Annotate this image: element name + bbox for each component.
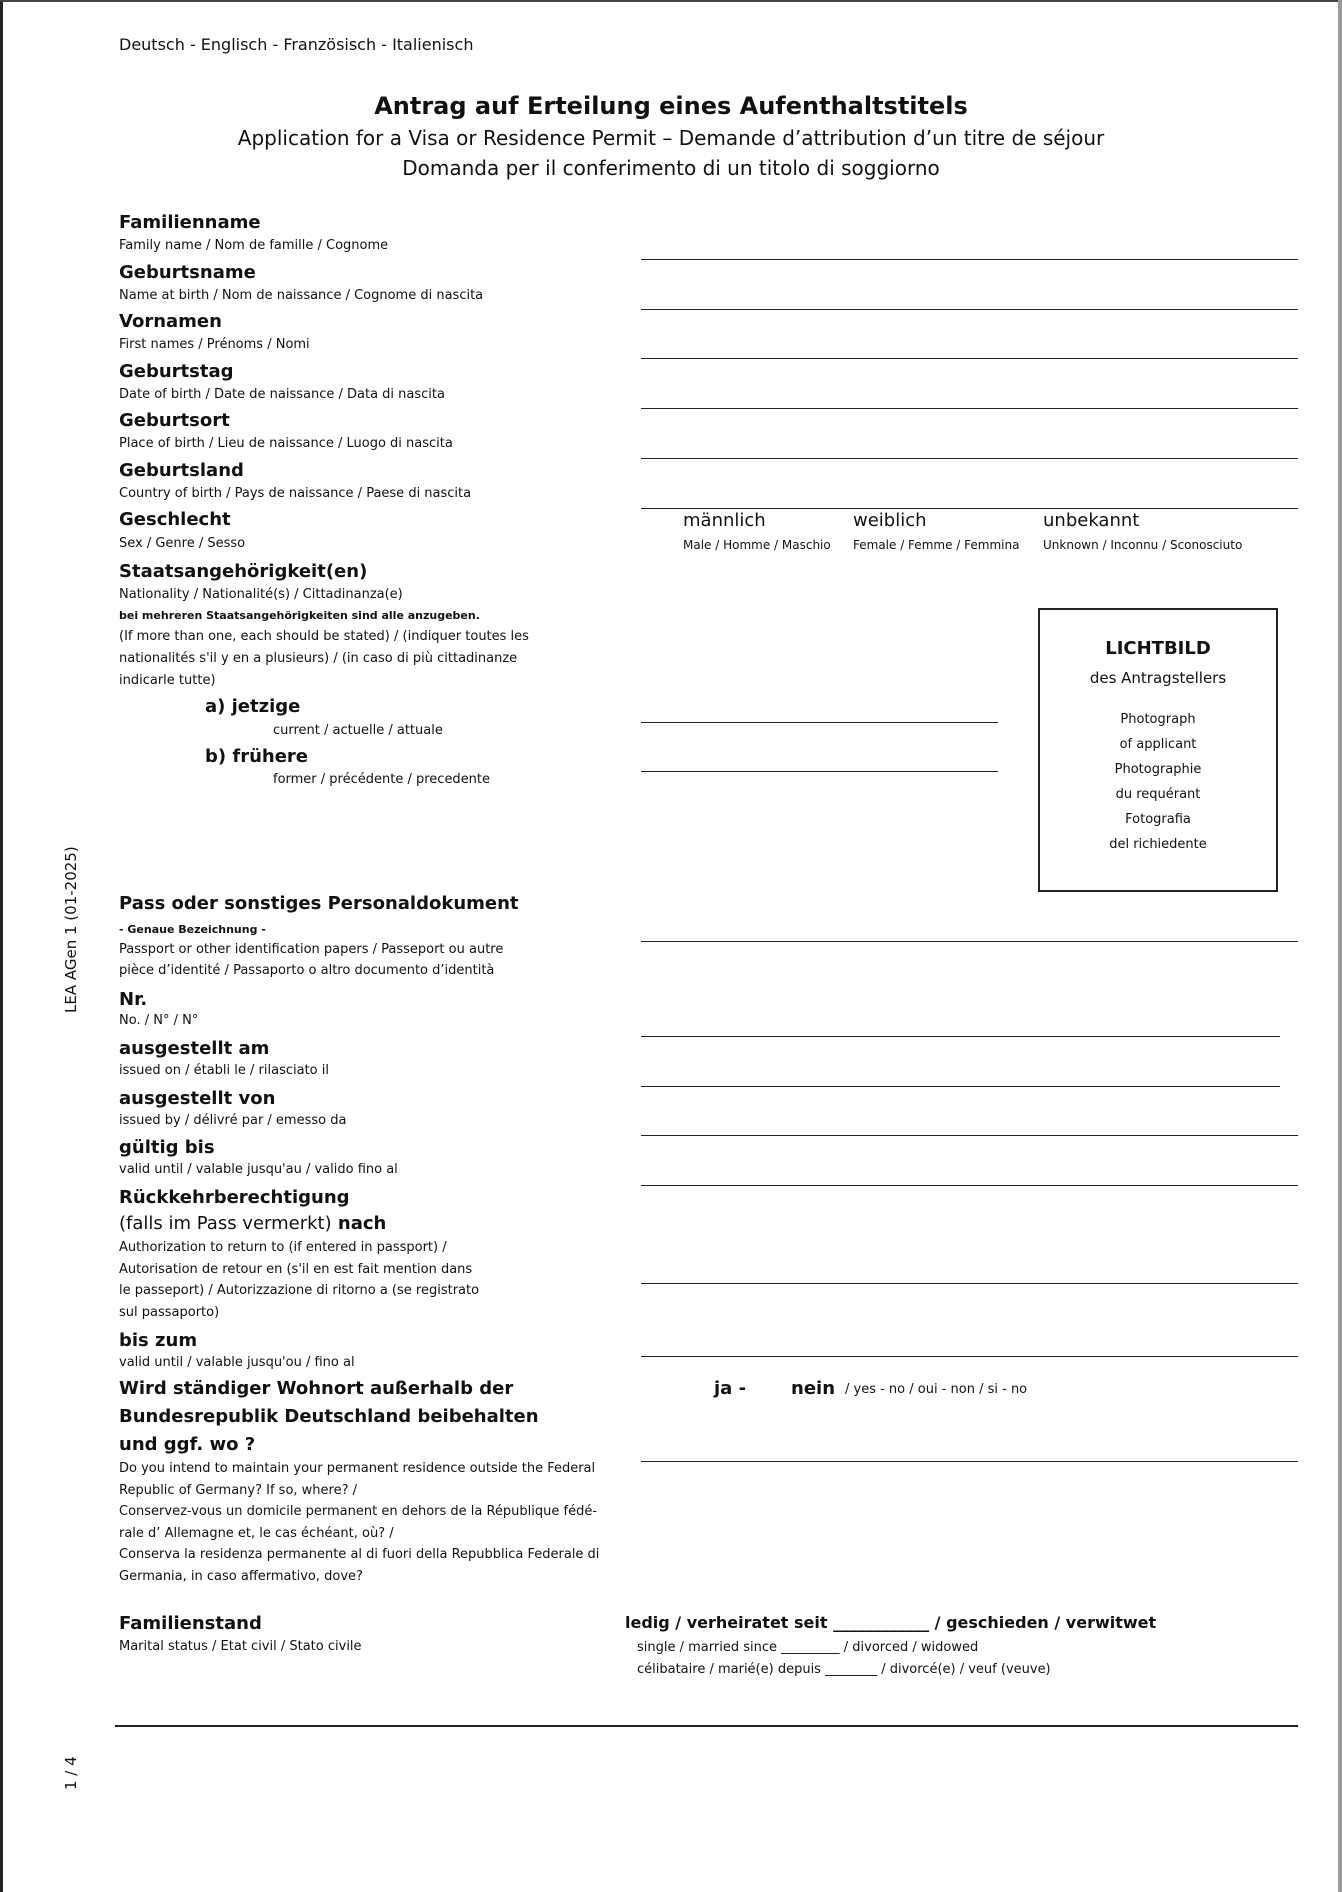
nationality-current-translation: current / actuelle / attuale: [273, 723, 443, 738]
geburtsname-translation: Name at birth / Nom de naissance / Cognome di nascita: [119, 288, 484, 303]
geburtsname-field[interactable]: [641, 309, 1298, 310]
form-subtitle-1: Application for a Visa or Residence Permit – Demande d’attribution d’un titre de séjour: [237, 126, 1105, 150]
issued-on-field[interactable]: [641, 1086, 1280, 1087]
nationality-former-field[interactable]: [641, 771, 998, 772]
geburtsland-label: Geburtsland: [119, 460, 244, 481]
residence-translation-2: Republic of Germany? If so, where? /: [119, 1483, 358, 1498]
residence-translation-5: Conserva la residenza permanente al di fuori della Repubblica Federale di: [119, 1547, 600, 1562]
photo-line-6: del richiedente: [1109, 837, 1207, 852]
marital-status-translation: Marital status / Etat civil / Stato civile: [119, 1639, 362, 1654]
staatsangehoerigkeit-label: Staatsangehörigkeit(en): [119, 561, 368, 582]
residence-translation-3: Conservez-vous un domicile permanent en dehors de la République fédé-: [119, 1504, 598, 1519]
issued-by-field[interactable]: [641, 1135, 1298, 1136]
residence-label-2: Bundesrepublik Deutschland beibehalten: [119, 1406, 539, 1427]
sex-option-unknown[interactable]: unbekannt: [1043, 510, 1140, 531]
geburtstag-field[interactable]: [641, 408, 1298, 409]
issued-on-translation: issued on / établi le / rilasciato il: [119, 1063, 329, 1078]
viewer-scrollbar[interactable]: [1338, 0, 1342, 1892]
return-auth-condition: (falls im Pass vermerkt): [119, 1213, 332, 1234]
page-number: 1 / 4: [62, 1756, 80, 1790]
geschlecht-label: Geschlecht: [119, 509, 231, 530]
issued-on-label: ausgestellt am: [119, 1038, 270, 1059]
geburtsname-label: Geburtsname: [119, 262, 256, 283]
residence-translation-4: rale d’ Allemagne et, le cas échéant, où? /: [119, 1526, 394, 1541]
return-auth-label-line-2: [119, 1213, 386, 1234]
bis-zum-label: bis zum: [119, 1330, 198, 1351]
geburtsland-field[interactable]: [641, 508, 1298, 509]
staatsangehoerigkeit-note-3: indicarle tutte): [119, 673, 216, 688]
photo-title: LICHTBILD: [1105, 638, 1211, 659]
nr-translation: No. / N° / N°: [119, 1013, 199, 1028]
nr-label: Nr.: [119, 989, 148, 1010]
form-title: Antrag auf Erteilung eines Aufenthaltstitels: [374, 92, 968, 120]
valid-until-translation: valid until / valable jusqu'au / valido fino al: [119, 1162, 398, 1177]
form-subtitle-2: Domanda per il conferimento di un titolo di soggiorno: [402, 156, 940, 180]
vornamen-label: Vornamen: [119, 311, 222, 332]
staatsangehoerigkeit-note-2: nationalités s'il y en a plusieurs) / (in caso di più cittadinanze: [119, 651, 518, 666]
staatsangehoerigkeit-note-1: (If more than one, each should be stated) / (indiquer toutes les: [119, 629, 529, 644]
nationality-former-translation: former / précédente / precedente: [273, 772, 491, 787]
residence-answer-no[interactable]: nein: [791, 1378, 836, 1399]
return-auth-label: Rückkehrberechtigung: [119, 1187, 350, 1208]
photo-line-1: Photograph: [1120, 712, 1196, 727]
sex-option-female[interactable]: weiblich: [853, 510, 927, 531]
photo-line-4: du requérant: [1115, 787, 1201, 802]
return-auth-translation-4: sul passaporto): [119, 1305, 220, 1320]
residence-label-1: Wird ständiger Wohnort außerhalb der: [119, 1378, 514, 1399]
staatsangehoerigkeit-translation: Nationality / Nationalité(s) / Cittadinanza(e): [119, 587, 403, 602]
issued-by-label: ausgestellt von: [119, 1088, 276, 1109]
photo-line-5: Fotografia: [1125, 812, 1191, 827]
marital-options-fr: célibataire / marié(e) depuis ________ / divorcé(e) / veuf (veuve): [637, 1662, 1051, 1677]
return-auth-translation-2: Autorisation de retour en (s'il en est fait mention dans: [119, 1262, 473, 1277]
marital-options-de[interactable]: ledig / verheiratet seit ____________ / geschieden / verwitwet: [625, 1613, 1157, 1632]
geburtsort-label: Geburtsort: [119, 410, 230, 431]
valid-until-field[interactable]: [641, 1185, 1298, 1186]
pass-translation-1: Passport or other identification papers / Passeport ou autre: [119, 942, 504, 957]
nr-field[interactable]: [641, 1036, 1280, 1037]
residence-translation-1: Do you intend to maintain your permanent residence outside the Federal: [119, 1461, 596, 1476]
pass-label: Pass oder sonstiges Personaldokument: [119, 893, 519, 914]
nationality-former-label: b) frühere: [205, 746, 309, 767]
marital-status-label: Familienstand: [119, 1613, 262, 1634]
staatsangehoerigkeit-note-bold: bei mehreren Staatsangehörigkeiten sind alle anzugeben.: [119, 609, 480, 622]
valid-until-label: gültig bis: [119, 1137, 215, 1158]
vornamen-field[interactable]: [641, 358, 1298, 359]
section-separator: [115, 1725, 1298, 1727]
geburtsort-field[interactable]: [641, 458, 1298, 459]
geschlecht-translation: Sex / Genre / Sesso: [119, 536, 246, 551]
vornamen-translation: First names / Prénoms / Nomi: [119, 337, 310, 352]
bis-zum-field[interactable]: [641, 1356, 1298, 1357]
issued-by-translation: issued by / délivré par / emesso da: [119, 1113, 347, 1128]
residence-field[interactable]: [641, 1461, 1298, 1462]
geburtstag-translation: Date of birth / Date de naissance / Data di nascita: [119, 387, 445, 402]
languages-line: Deutsch - Englisch - Französisch - Italienisch: [119, 35, 474, 54]
residence-translation-6: Germania, in caso affermativo, dove?: [119, 1569, 363, 1584]
sex-option-female-translation: Female / Femme / Femmina: [853, 538, 1020, 552]
pass-note-bold: - Genaue Bezeichnung -: [119, 923, 266, 936]
page-border-top: [0, 0, 1342, 2]
photo-line-3: Photographie: [1114, 762, 1202, 777]
photo-line-2: of applicant: [1119, 737, 1197, 752]
page-border-left: [0, 0, 3, 1892]
residence-label-3: und ggf. wo ?: [119, 1434, 256, 1455]
bis-zum-translation: valid until / valable jusqu'ou / fino al: [119, 1355, 355, 1370]
geburtsland-translation: Country of birth / Pays de naissance / Paese di nascita: [119, 486, 472, 501]
residence-answer-yes[interactable]: ja -: [714, 1378, 747, 1399]
return-auth-field[interactable]: [641, 1283, 1298, 1284]
pass-field[interactable]: [641, 941, 1298, 942]
familienname-label: Familienname: [119, 212, 261, 233]
sex-option-male-translation: Male / Homme / Maschio: [683, 538, 831, 552]
form-code: LEA AGen 1 (01-2025): [62, 846, 80, 1013]
marital-options-en: single / married since _________ / divorced / widowed: [637, 1640, 979, 1655]
familienname-translation: Family name / Nom de famille / Cognome: [119, 238, 389, 253]
return-auth-translation-3: le passeport) / Autorizzazione di ritorno a (se registrato: [119, 1283, 480, 1298]
nationality-current-field[interactable]: [641, 722, 998, 723]
familienname-field[interactable]: [641, 259, 1298, 260]
return-auth-translation-1: Authorization to return to (if entered in passport) /: [119, 1240, 447, 1255]
photo-subtitle: des Antragstellers: [1089, 669, 1227, 687]
geburtstag-label: Geburtstag: [119, 361, 234, 382]
residence-answer-translation: / yes - no / oui - non / si - no: [845, 1382, 1028, 1397]
pass-translation-2: pièce d’identité / Passaporto o altro documento d’identità: [119, 963, 495, 978]
photo-box: [1038, 608, 1278, 892]
nationality-current-label: a) jetzige: [205, 696, 301, 717]
return-auth-nach: nach: [331, 1213, 387, 1234]
geburtsort-translation: Place of birth / Lieu de naissance / Luogo di nascita: [119, 436, 453, 451]
sex-option-unknown-translation: Unknown / Inconnu / Sconosciuto: [1043, 538, 1243, 552]
sex-option-male[interactable]: männlich: [683, 510, 766, 531]
